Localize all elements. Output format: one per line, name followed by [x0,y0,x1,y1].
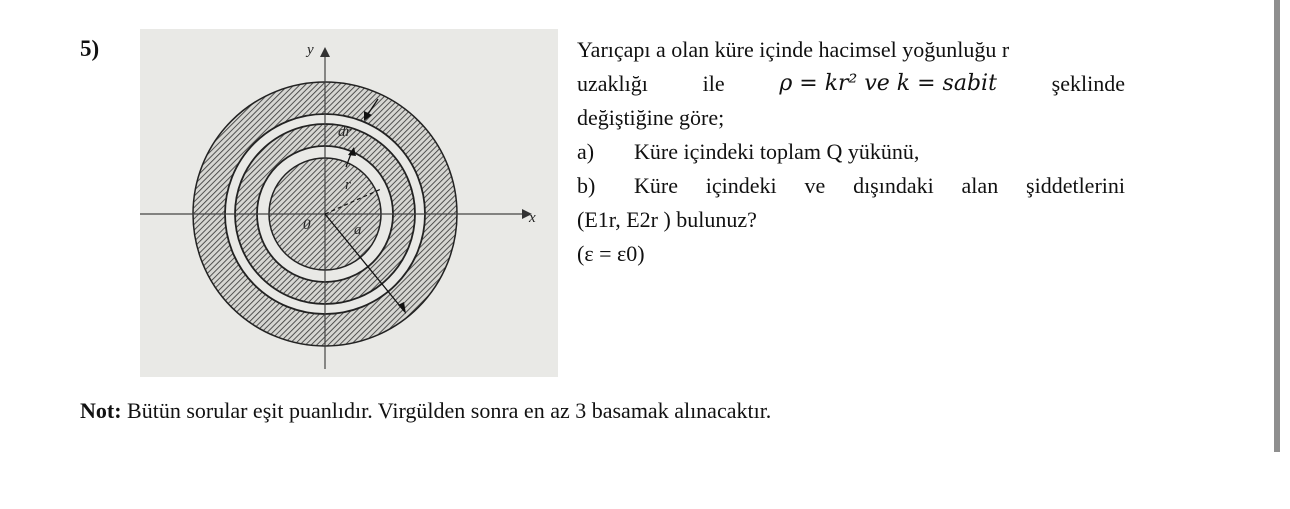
question-word-seklinde: şeklinde [1051,71,1125,96]
radius-r-label: r [345,177,351,193]
item-a-label: a) [577,139,595,164]
footer-note [80,398,771,424]
item-a [577,135,1125,169]
question-line-3: değiştiğine göre; [577,105,725,130]
sphere-diagram-svg [140,29,558,377]
y-axis-label: y [307,42,314,58]
x-axis-label: x [529,210,536,226]
question-text [577,33,1125,271]
item-b-text [634,169,1125,203]
y-axis-arrow [320,47,330,57]
note-text: Bütün sorular eşit puanlıdır. Virgülden sonra en az 3 basamak alınacaktır. [121,398,772,423]
density-formula: ρ = kr² ve k = sabit [779,71,997,96]
item-b-word: şiddetlerini [1026,173,1125,198]
item-b-word: içindeki [705,173,777,198]
item-a-text: Küre içindeki toplam Q yükünü, [634,139,920,164]
item-b-word: Küre [634,173,678,198]
item-b-label: b) [577,173,596,198]
a-label: a [354,222,362,238]
question-word-uzakligi: uzaklığı [577,71,648,96]
item-b-continuation: (E1r, E2r ) bulunuz? [577,207,757,232]
item-b-word: alan [961,173,999,198]
epsilon-condition: (ε = ε0) [577,241,645,266]
note-label: Not: [80,398,122,423]
item-b-word: ve [804,173,826,198]
scrollbar[interactable] [1274,0,1280,452]
origin-label: 0 [303,217,311,233]
question-line-1: Yarıçapı a olan küre içinde hacimsel yoğunluğu r [577,37,1010,62]
dr-label: dr [338,124,352,140]
question-line-2 [577,67,1125,101]
question-number: 5) [80,36,100,61]
item-b-word: dışındaki [853,173,934,198]
sphere-diagram [140,29,558,377]
question-word-ile: ile [702,71,725,96]
item-b [577,169,1125,203]
